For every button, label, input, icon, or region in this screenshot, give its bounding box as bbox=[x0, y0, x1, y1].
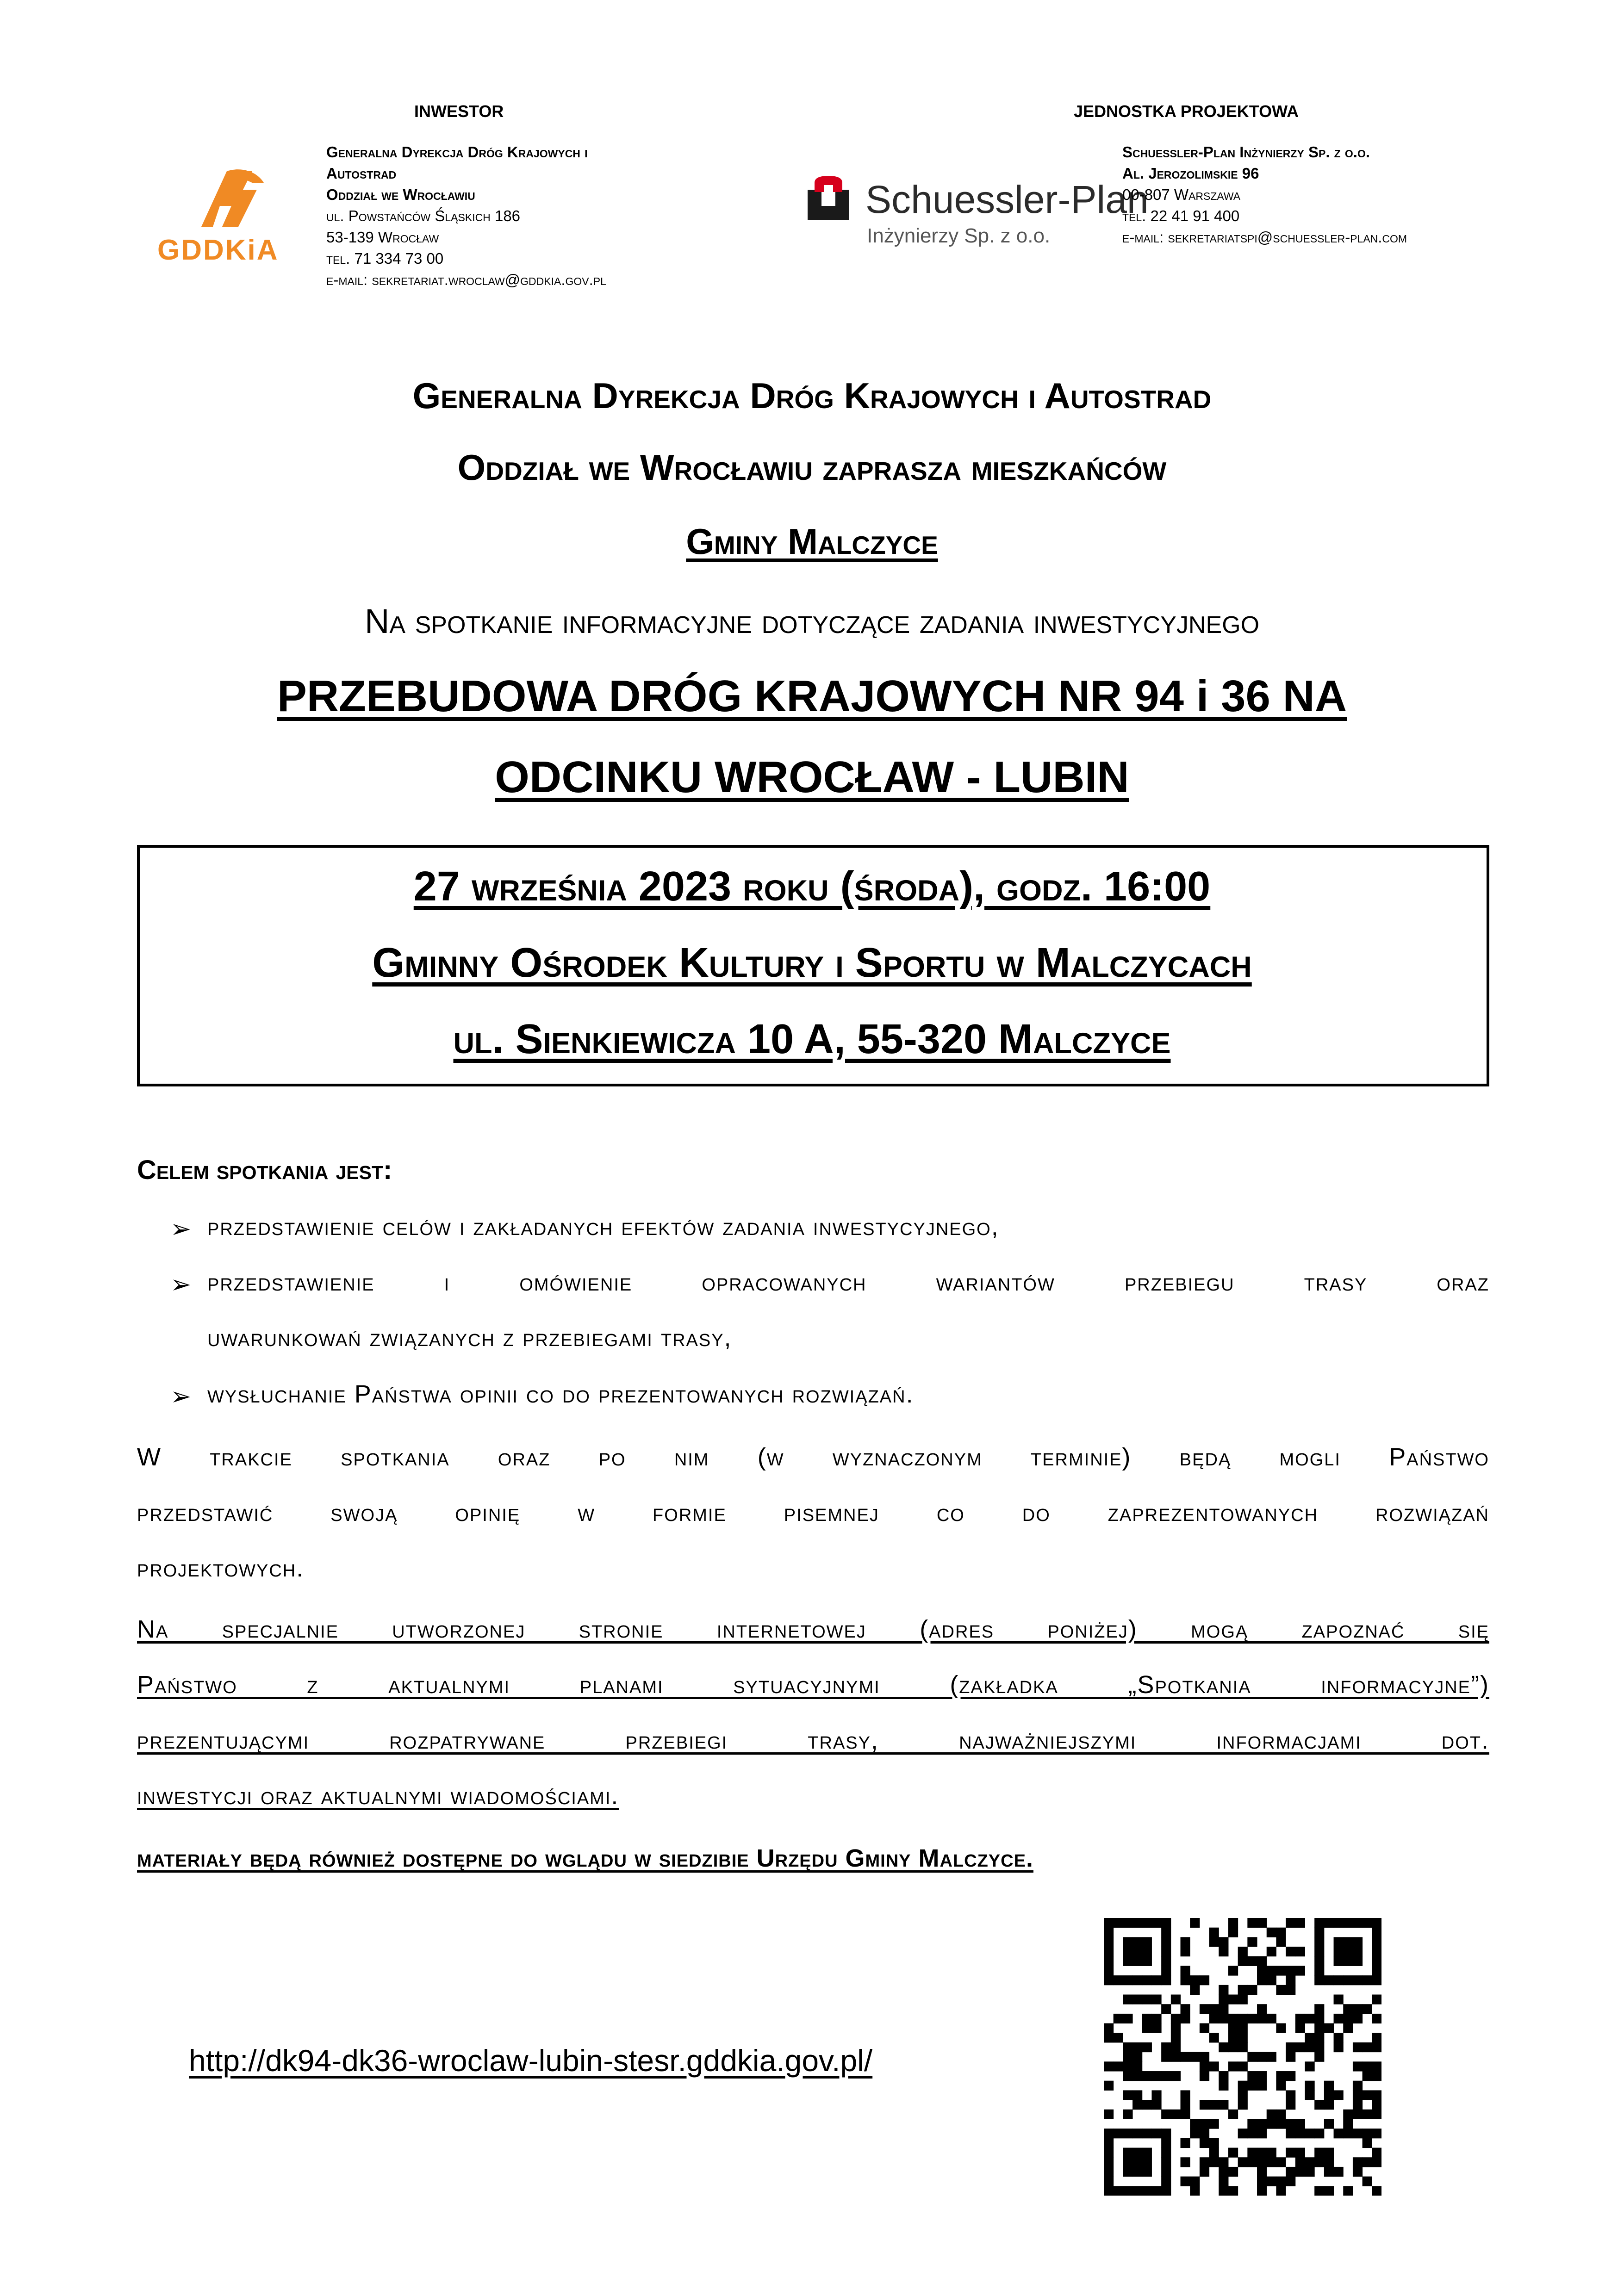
website-paragraph-line: Na specjalnie utworzonej stronie internetowej (adres poniżej) mogą zapoznać się bbox=[137, 1615, 1489, 1643]
invitation-line-4: Na spotkanie informacyjne dotyczące zadania inwestycyjnego bbox=[364, 602, 1260, 640]
event-address: ul. Sienkiewicza 10 A, 55-320 Malczyce bbox=[453, 1016, 1171, 1062]
invitation-municipality: Gminy Malczyce bbox=[686, 521, 938, 562]
designer-line: 00-807 Warszawa bbox=[1122, 186, 1241, 203]
website-paragraph-line: prezentującymi rozpatrywane przebiegi trasy, najważniejszymi informacjami dot. bbox=[137, 1726, 1489, 1754]
project-title-line-1: PRZEBUDOWA DRÓG KRAJOWYCH NR 94 i 36 NA bbox=[277, 671, 1347, 721]
designer-contact bbox=[1122, 142, 1407, 248]
schuessler-logo-name: Schuessler-Plan bbox=[865, 178, 1149, 221]
purpose-heading: Celem spotkania jest: bbox=[137, 1155, 392, 1185]
designer-line: tel. 22 41 91 400 bbox=[1122, 207, 1240, 224]
bullet-arrow-icon: ➢ bbox=[170, 1383, 192, 1410]
materials-note: materiały będą również dostępne do wglądu w siedzibie Urzędu Gminy Malczyce. bbox=[137, 1844, 1033, 1872]
designer-line: Schuessler-Plan Inżynierzy Sp. z o.o. bbox=[1122, 143, 1370, 161]
opinion-paragraph-line: W trakcie spotkania oraz po nim (w wyznaczonym terminie) będą mogli Państwo bbox=[137, 1443, 1489, 1471]
website-paragraph-line: Państwo z aktualnymi planami sytuacyjnymi (zakładka „Spotkania informacyjne”) bbox=[137, 1671, 1489, 1699]
website-paragraph-line: inwestycji oraz aktualnymi wiadomościami. bbox=[137, 1782, 619, 1810]
investor-label: INWESTOR bbox=[414, 102, 504, 121]
qr-code[interactable] bbox=[1104, 1918, 1381, 2196]
designer-line: e-mail: sekretariatspi@schuessler-plan.com bbox=[1122, 229, 1407, 246]
purpose-bullet-2-cont: uwarunkowań związanych z przebiegami trasy, bbox=[207, 1324, 732, 1352]
event-date: 27 września 2023 roku (środa), godz. 16:00 bbox=[413, 863, 1211, 910]
purpose-bullet-1: przedstawienie celów i zakładanych efektów zadania inwestycyjnego, bbox=[207, 1213, 999, 1241]
purpose-bullet-2: przedstawienie i omówienie opracowanych wariantów przebiegu trasy oraz bbox=[207, 1268, 1489, 1296]
qr-code-icon bbox=[1104, 1918, 1381, 2196]
designer-line: Al. Jerozolimskie 96 bbox=[1122, 165, 1259, 182]
project-title-line-2: ODCINKU WROCŁAW - LUBIN bbox=[495, 752, 1129, 802]
designer-label: JEDNOSTKA PROJEKTOWA bbox=[1074, 102, 1299, 121]
investor-line: ul. Powstańców Śląskich 186 bbox=[326, 207, 521, 224]
opinion-paragraph-line: projektowych. bbox=[137, 1554, 305, 1582]
project-website-link[interactable]: http://dk94-dk36-wroclaw-lubin-stesr.gddkia.gov.pl/ bbox=[189, 2043, 873, 2078]
investor-line: Oddział we Wrocławiu bbox=[326, 186, 475, 203]
bullet-arrow-icon: ➢ bbox=[170, 1271, 192, 1298]
purpose-bullet-3: wysłuchanie Państwa opinii co do prezentowanych rozwiązań. bbox=[207, 1380, 914, 1408]
invitation-line-1: Generalna Dyrekcja Dróg Krajowych i Autostrad bbox=[412, 375, 1212, 416]
bullet-arrow-icon: ➢ bbox=[170, 1215, 192, 1243]
gddkia-road-icon bbox=[157, 162, 310, 231]
investor-line: Autostrad bbox=[326, 165, 397, 182]
schuessler-mark-icon bbox=[808, 174, 854, 220]
gddkia-logo bbox=[157, 162, 310, 264]
investor-line: e-mail: sekretariat.wroclaw@gddkia.gov.pl bbox=[326, 271, 606, 288]
invitation-line-2: Oddział we Wrocławiu zaprasza mieszkańców bbox=[457, 447, 1167, 488]
investor-line: Generalna Dyrekcja Dróg Krajowych i bbox=[326, 143, 588, 161]
opinion-paragraph-line: przedstawić swoją opinię w formie pisemnej co do zaprezentowanych rozwiązań bbox=[137, 1499, 1489, 1527]
investor-line: tel. 71 334 73 00 bbox=[326, 250, 444, 267]
gddkia-logo-text: GDDKiA bbox=[157, 234, 279, 266]
event-venue: Gminny Ośrodek Kultury i Sportu w Malczycach bbox=[372, 940, 1252, 986]
investor-contact bbox=[326, 142, 606, 291]
schuessler-logo-sub: Inżynierzy Sp. z o.o. bbox=[867, 224, 1051, 247]
investor-line: 53-139 Wrocław bbox=[326, 229, 439, 246]
